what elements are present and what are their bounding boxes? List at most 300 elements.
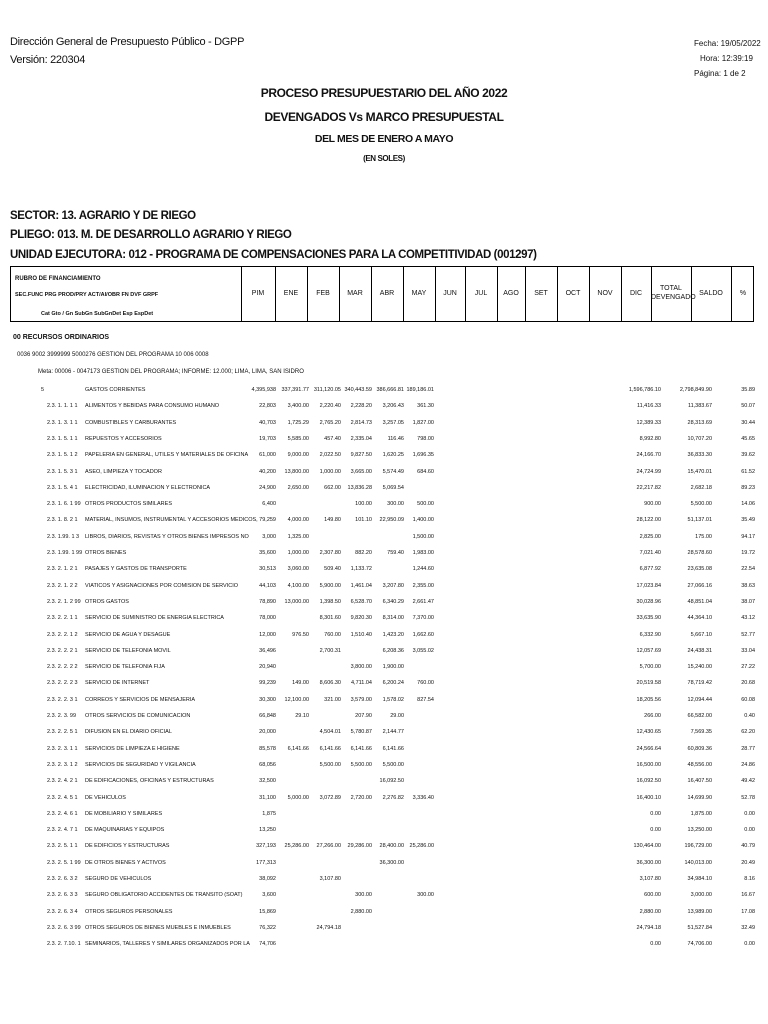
row-pim: 12,000 <box>259 631 276 638</box>
row-description: SERVICIO DE TELEFONIA MOVIL <box>85 647 171 654</box>
row-code: 2.3. 2. 6. 3 2 <box>47 876 78 882</box>
secfunc-label: SEC.FUNC PRG PROD/PRY ACT/AI/OBR FN DVF GRPF <box>15 292 159 298</box>
pliego-label: PLIEGO: 013. M. DE DESARROLLO AGRARIO Y RIEGO <box>10 229 292 241</box>
row-description: COMBUSTIBLES Y CARBURANTES <box>85 419 177 426</box>
column-header-jun: JUN <box>443 290 457 297</box>
row-mar: 3,579.00 <box>350 696 372 703</box>
version-label: Versión: 220304 <box>10 54 86 66</box>
row-pim: 79,259 <box>259 517 276 524</box>
row-total: 16,092.50 <box>636 778 661 785</box>
row-pct: 39.62 <box>741 452 755 459</box>
row-pct: 8.16 <box>744 876 755 882</box>
row-abr: 6,340.29 <box>382 598 404 605</box>
row-saldo: 2,798,849.90 <box>679 387 712 393</box>
report-currency: (EN SOLES) <box>363 154 405 163</box>
row-description: SERVICIO DE INTERNET <box>85 680 150 687</box>
row-saldo: 3,000.00 <box>690 892 712 899</box>
row-may: 1,244.60 <box>412 566 434 573</box>
row-abr: 3,207.80 <box>382 582 404 589</box>
column-header-mar: MAR <box>347 290 363 297</box>
table-header <box>10 266 754 322</box>
row-saldo: 13,989.00 <box>687 908 712 915</box>
row-pct: 45.65 <box>741 435 755 442</box>
row-pim: 76,322 <box>259 924 276 931</box>
row-total: 8,992.80 <box>639 435 661 442</box>
row-pct: 40.79 <box>741 843 755 850</box>
row-mar: 2,228.20 <box>350 403 372 410</box>
row-may: 2,355.00 <box>412 582 434 589</box>
row-saldo: 66,582.00 <box>687 713 712 719</box>
row-total: 24,566.64 <box>636 745 661 752</box>
row-ene: 6,141.66 <box>287 745 309 752</box>
report-subtitle: DEVENGADOS Vs MARCO PRESUPUESTAL <box>264 110 504 124</box>
row-pim: 40,200 <box>259 468 276 475</box>
row-ene: 5,585.00 <box>287 435 309 442</box>
rubro-label: RUBRO DE FINANCIAMIENTO <box>15 276 101 282</box>
row-total: 7,021.40 <box>639 550 661 556</box>
meta-label: Meta: 00006 - 0047173 GESTION DEL PROGRAMA; INFORME: 12.000; LIMA, LIMA, SAN ISIDRO <box>38 369 304 375</box>
row-total: 3,107.80 <box>639 876 661 882</box>
row-total: 24,794.18 <box>636 924 661 931</box>
row-total: 2,880.00 <box>639 908 661 915</box>
row-mar: 6,141.66 <box>350 745 372 752</box>
row-pct: 38.07 <box>741 598 755 605</box>
column-header-may: MAY <box>411 290 427 297</box>
row-description: OTROS SEGUROS PERSONALES <box>85 908 173 915</box>
row-may: 1,827.00 <box>412 419 434 426</box>
row-description: SERVICIO DE TELEFONIA FIJA <box>85 664 165 671</box>
row-mar: 207.90 <box>355 713 372 719</box>
column-header-jul: JUL <box>474 290 488 297</box>
row-pct: 19.72 <box>741 550 755 556</box>
unidad-label: UNIDAD EJECUTORA: 012 - PROGRAMA DE COMPENSACIONES PARA LA COMPETITIVIDAD (001297) <box>10 249 537 261</box>
row-total: 11,416.33 <box>636 403 661 410</box>
row-saldo: 78,719.42 <box>687 680 712 687</box>
row-may: 300.00 <box>417 892 434 899</box>
org-name: Dirección General de Presupuesto Público - DGPP <box>10 36 245 48</box>
row-ene: 1,000.00 <box>287 550 309 556</box>
row-code: 2.3. 2. 2. 1 1 <box>47 615 78 622</box>
column-header-feb: FEB <box>316 290 330 297</box>
row-pim: 40,703 <box>259 419 276 426</box>
row-description: GASTOS CORRIENTES <box>85 387 146 393</box>
row-total: 600.00 <box>644 892 661 899</box>
row-mar: 6,528.70 <box>350 598 372 605</box>
row-saldo: 11,383.67 <box>687 403 712 410</box>
row-code: 2.3. 2. 7.10. 1 <box>47 941 81 948</box>
row-pct: 43.12 <box>741 615 755 622</box>
row-pim: 6,400 <box>262 501 276 508</box>
row-pct: 89.23 <box>741 484 755 491</box>
row-code: 2.3. 2. 2. 2 3 <box>47 680 78 687</box>
row-pct: 0.00 <box>744 827 755 834</box>
row-mar: 2,814.73 <box>350 419 372 426</box>
row-abr: 28,400.00 <box>379 843 404 850</box>
row-feb: 2,700.31 <box>319 647 341 654</box>
row-code: 2.3. 2. 4. 7 1 <box>47 827 78 834</box>
row-abr: 16,092.50 <box>379 778 404 785</box>
row-pim: 19,703 <box>259 435 276 442</box>
row-abr: 2,144.77 <box>382 729 404 736</box>
row-pct: 52.78 <box>741 794 755 801</box>
row-abr: 1,578.02 <box>382 696 404 703</box>
row-may: 3,336.40 <box>412 794 434 801</box>
row-may: 7,370.00 <box>412 615 434 622</box>
row-feb: 760.00 <box>324 631 341 638</box>
row-saldo: 7,569.35 <box>690 729 712 736</box>
row-pct: 52.77 <box>741 631 755 638</box>
row-description: SERVICIO DE SUMINISTRO DE ENERGIA ELECTRICA <box>85 615 224 622</box>
row-pim: 78,890 <box>259 598 276 605</box>
column-header-percent: % <box>739 290 747 297</box>
row-description: DIFUSION EN EL DIARIO OFICIAL <box>85 729 172 736</box>
time-label: Hora: 12:39:19 <box>700 54 753 63</box>
row-pct: 20.68 <box>741 680 755 687</box>
row-ene: 4,000.00 <box>287 517 309 524</box>
row-abr: 5,069.54 <box>382 484 404 491</box>
row-pim: 78,000 <box>259 615 276 622</box>
row-may: 1,500.00 <box>412 533 434 540</box>
row-description: SERVICIO DE AGUA Y DESAGUE <box>85 631 171 638</box>
row-pim: 3,600 <box>262 892 276 899</box>
row-description: OTROS BIENES <box>85 550 127 556</box>
row-pim: 30,300 <box>259 696 276 703</box>
row-description: DE MOBILIARIO Y SIMILARES <box>85 810 163 817</box>
row-code: 2.3. 2. 4. 6 1 <box>47 810 78 817</box>
sector-label: SECTOR: 13. AGRARIO Y DE RIEGO <box>10 210 196 222</box>
row-pim: 1,875 <box>262 810 276 817</box>
row-pct: 0.00 <box>744 810 755 817</box>
row-pim: 99,239 <box>259 680 276 687</box>
row-abr: 6,200.24 <box>382 680 404 687</box>
row-pim: 24,900 <box>259 484 276 491</box>
row-description: DE MAQUINARIAS Y EQUIPOS <box>85 827 165 834</box>
row-mar: 1,133.72 <box>350 566 372 573</box>
row-description: DE VEHICULOS <box>85 794 126 801</box>
row-abr: 3,257.05 <box>382 419 404 426</box>
row-pim: 3,000 <box>262 533 276 540</box>
column-header-dic: DIC <box>629 290 643 297</box>
row-feb: 3,107.80 <box>319 876 341 882</box>
row-mar: 29,286.00 <box>347 843 372 850</box>
row-feb: 662.00 <box>324 484 341 491</box>
column-header-saldo: SALDO <box>699 290 723 297</box>
row-description: MATERIAL, INSUMOS, INSTRUMENTAL Y ACCESORIOS MEDICOS, <box>85 517 258 524</box>
row-ene: 3,060.00 <box>287 566 309 573</box>
row-ene: 976.50 <box>292 631 309 638</box>
row-total: 266.00 <box>644 713 661 719</box>
row-feb: 321.00 <box>324 696 341 703</box>
row-code: 2.3. 2. 3. 1 1 <box>47 745 78 752</box>
row-feb: 24,794.18 <box>316 924 341 931</box>
row-mar: 2,720.00 <box>350 794 372 801</box>
row-total: 28,122.00 <box>636 517 661 524</box>
row-code: 2.3. 1. 5. 3 1 <box>47 468 78 475</box>
row-pct: 60.08 <box>741 696 755 703</box>
row-saldo: 16,407.50 <box>687 778 712 785</box>
row-total: 0.00 <box>650 810 661 817</box>
row-description: ASEO, LIMPIEZA Y TOCADOR <box>85 468 162 475</box>
row-pct: 27.22 <box>741 664 755 671</box>
row-ene: 149.00 <box>292 680 309 687</box>
row-abr: 1,423.20 <box>382 631 404 638</box>
column-header-abr: ABR <box>379 290 395 297</box>
row-description: OTROS PRODUCTOS SIMILARES <box>85 501 172 508</box>
row-pim: 74,706 <box>259 941 276 948</box>
row-total: 24,166.70 <box>636 452 661 459</box>
row-ene: 13,800.00 <box>284 468 309 475</box>
row-code: 2.3. 2. 3. 99 <box>47 713 77 719</box>
column-header-nov: NOV <box>597 290 613 297</box>
row-mar: 101.10 <box>355 517 372 524</box>
row-pim: 20,000 <box>259 729 276 736</box>
row-pct: 28.77 <box>741 745 755 752</box>
row-total: 16,400.10 <box>636 794 661 801</box>
row-saldo: 34,984.10 <box>687 876 712 882</box>
row-pct: 22.54 <box>741 566 755 573</box>
row-pim: 36,496 <box>259 647 276 654</box>
row-saldo: 28,578.60 <box>687 550 712 556</box>
row-abr: 6,141.66 <box>382 745 404 752</box>
row-pim: 20,940 <box>259 664 276 671</box>
row-total: 900.00 <box>644 501 661 508</box>
row-pct: 62.20 <box>741 729 755 736</box>
row-code: 2.3. 2. 5. 1 1 <box>47 843 78 850</box>
row-feb: 5,500.00 <box>319 761 341 768</box>
row-abr: 1,900.00 <box>382 664 404 671</box>
row-pct: 33.04 <box>741 647 755 654</box>
row-total: 18,205.56 <box>636 696 661 703</box>
row-code: 2.3. 2. 1. 2 1 <box>47 566 78 573</box>
row-ene: 13,000.00 <box>284 598 309 605</box>
row-description: DE EDIFICIOS Y ESTRUCTURAS <box>85 843 170 850</box>
row-feb: 149.80 <box>324 517 341 524</box>
row-description: DE OTROS BIENES Y ACTIVOS <box>85 859 166 866</box>
row-pct: 0.00 <box>744 941 755 948</box>
row-pim: 13,250 <box>259 827 276 834</box>
row-description: ALIMENTOS Y BEBIDAS PARA CONSUMO HUMANO <box>85 403 220 410</box>
row-code: 2.3. 1. 1. 1 1 <box>47 403 78 410</box>
row-description: ELECTRICIDAD, ILUMINACION Y ELECTRONICA <box>85 484 211 491</box>
page-label: Página: 1 de 2 <box>694 69 746 78</box>
row-total: 12,057.69 <box>636 647 661 654</box>
row-pct: 61.52 <box>741 468 755 475</box>
row-saldo: 15,240.00 <box>687 664 712 671</box>
row-code: 2.3. 1. 3. 1 1 <box>47 419 78 426</box>
row-pim: 38,092 <box>259 876 276 882</box>
row-pct: 50.07 <box>741 403 755 410</box>
row-ene: 25,286.00 <box>284 843 309 850</box>
row-saldo: 1,875.00 <box>690 810 712 817</box>
row-abr: 36,300.00 <box>379 859 404 866</box>
row-pct: 17.08 <box>741 908 755 915</box>
row-total: 2,825.00 <box>639 533 661 540</box>
row-total: 16,500.00 <box>636 761 661 768</box>
row-saldo: 51,137.01 <box>687 517 712 524</box>
row-description: SEMINARIOS, TALLERES Y SIMILARES ORGANIZADOS POR LA <box>85 941 250 948</box>
row-abr: 3,206.43 <box>382 403 404 410</box>
row-feb: 2,765.20 <box>319 419 341 426</box>
row-code: 2.3. 2. 2. 2 1 <box>47 647 78 654</box>
row-may: 827.54 <box>417 696 434 703</box>
row-feb: 5,900.00 <box>319 582 341 589</box>
column-header-set: SET <box>534 290 548 297</box>
row-ene: 3,400.00 <box>287 403 309 410</box>
row-mar: 5,500.00 <box>350 761 372 768</box>
row-mar: 1,461.04 <box>350 582 372 589</box>
row-saldo: 12,094.44 <box>687 696 712 703</box>
row-abr: 6,208.36 <box>382 647 404 654</box>
row-may: 1,400.00 <box>412 517 434 524</box>
row-code: 2.3. 2. 4. 5 1 <box>47 794 78 801</box>
row-saldo: 2,682.18 <box>690 484 712 491</box>
row-abr: 116.46 <box>387 435 404 442</box>
row-saldo: 27,066.16 <box>687 582 712 589</box>
report-title: PROCESO PRESUPUESTARIO DEL AÑO 2022 <box>260 86 508 100</box>
row-total: 5,700.00 <box>639 664 661 671</box>
row-feb: 4,504.01 <box>319 729 341 736</box>
row-saldo: 140,013.00 <box>684 859 712 866</box>
row-feb: 3,072.89 <box>319 794 341 801</box>
row-abr: 1,620.25 <box>382 452 404 459</box>
row-pim: 22,803 <box>259 403 276 410</box>
row-mar: 9,820.30 <box>350 615 372 622</box>
row-total: 22,217.82 <box>636 484 661 491</box>
row-saldo: 10,707.20 <box>687 435 712 442</box>
column-header-pim: PIM <box>251 290 265 297</box>
row-total: 24,724.99 <box>636 468 661 475</box>
row-saldo: 60,809.36 <box>687 745 712 752</box>
row-feb: 27,266.00 <box>316 843 341 850</box>
report-period: DEL MES DE ENERO A MAYO <box>314 133 454 145</box>
row-saldo: 196,729.00 <box>684 843 712 850</box>
row-pct: 16.67 <box>741 892 755 899</box>
row-code: 2.3. 1. 6. 1 99 <box>47 501 81 508</box>
row-feb: 6,141.66 <box>319 745 341 752</box>
row-pim: 4,395,938 <box>251 387 276 393</box>
row-pim: 85,578 <box>259 745 276 752</box>
row-mar: 5,780.87 <box>350 729 372 736</box>
row-mar: 300.00 <box>355 892 372 899</box>
row-pct: 0.40 <box>744 713 755 719</box>
programa-label: 0036 9002 3999999 5000276 GESTION DEL PROGRAMA 10 006 0008 <box>17 352 209 358</box>
column-header-ago: AGO <box>503 290 519 297</box>
row-feb: 311,120.05 <box>313 387 341 393</box>
date-label: Fecha: 19/05/2022 <box>694 39 761 48</box>
row-ene: 12,100.00 <box>284 696 309 703</box>
row-pct: 24.86 <box>741 761 755 768</box>
column-header-ene: ENE <box>283 290 299 297</box>
row-description: DE EDIFICACIONES, OFICINAS Y ESTRUCTURAS <box>85 778 214 785</box>
row-saldo: 13,250.00 <box>687 827 712 834</box>
row-ene: 9,000.00 <box>287 452 309 459</box>
row-pct: 38.63 <box>741 582 755 589</box>
row-description: PASAJES Y GASTOS DE TRANSPORTE <box>85 566 187 573</box>
row-total: 0.00 <box>650 941 661 948</box>
column-header-oct: OCT <box>565 290 581 297</box>
row-code: 2.3. 2. 5. 1 99 <box>47 859 81 866</box>
recursos-label: 00 RECURSOS ORDINARIOS <box>13 334 110 341</box>
row-pct: 35.49 <box>741 517 755 524</box>
row-code: 2.3. 2. 4. 2 1 <box>47 778 78 785</box>
row-abr: 300.00 <box>387 501 404 508</box>
row-total: 12,389.33 <box>636 419 661 426</box>
row-pim: 68,056 <box>259 761 276 768</box>
row-total: 6,332.90 <box>639 631 661 638</box>
row-saldo: 36,833.30 <box>687 452 712 459</box>
row-saldo: 15,470.01 <box>687 468 712 475</box>
row-total: 17,023.84 <box>636 582 661 589</box>
row-abr: 759.40 <box>387 550 404 556</box>
row-may: 760.00 <box>417 680 434 687</box>
row-mar: 3,800.00 <box>350 664 372 671</box>
row-may: 1,983.00 <box>412 550 434 556</box>
row-description: OTROS SERVICIOS DE COMUNICACION <box>85 713 191 719</box>
row-mar: 13,836.28 <box>347 484 372 491</box>
row-feb: 1,398.50 <box>319 598 341 605</box>
row-pim: 61,000 <box>259 452 276 459</box>
row-pct: 35.89 <box>741 387 755 393</box>
row-description: PAPELERIA EN GENERAL, UTILES Y MATERIALES DE OFICINA <box>85 452 249 459</box>
row-code: 2.3. 1.99. 1 99 <box>47 550 83 556</box>
row-mar: 340,443.59 <box>344 387 372 393</box>
row-mar: 3,665.00 <box>350 468 372 475</box>
row-saldo: 24,438.31 <box>687 647 712 654</box>
row-saldo: 14,699.90 <box>687 794 712 801</box>
row-code: 2.3. 2. 2. 1 2 <box>47 631 78 638</box>
row-feb: 2,022.50 <box>319 452 341 459</box>
row-description: SEGURO DE VEHICULOS <box>85 876 152 882</box>
row-total: 30,028.96 <box>636 598 661 605</box>
row-feb: 509.40 <box>324 566 341 573</box>
row-description: SERVICIOS DE LIMPIEZA E HIGIENE <box>85 745 180 752</box>
row-may: 2,661.47 <box>412 598 434 605</box>
row-code: 2.3. 1. 5. 1 1 <box>47 435 78 442</box>
row-may: 1,662.60 <box>412 631 434 638</box>
row-description: REPUESTOS Y ACCESORIOS <box>85 435 162 442</box>
row-pim: 32,500 <box>259 778 276 785</box>
row-mar: 1,510.40 <box>350 631 372 638</box>
row-saldo: 5,500.00 <box>690 501 712 508</box>
row-total: 130,464.00 <box>633 843 661 850</box>
row-saldo: 44,364.10 <box>687 615 712 622</box>
row-mar: 2,880.00 <box>350 908 372 915</box>
row-may: 1,696.35 <box>412 452 434 459</box>
row-may: 25,286.00 <box>409 843 434 850</box>
row-abr: 386,666.81 <box>376 387 404 393</box>
row-code: 2.3. 2. 3. 1 2 <box>47 761 78 768</box>
row-mar: 4,711.04 <box>350 680 372 687</box>
row-pim: 66,848 <box>259 713 276 719</box>
row-ene: 1,325.00 <box>287 533 309 540</box>
row-pim: 327,193 <box>256 843 276 850</box>
row-ene: 1,725.29 <box>287 419 309 426</box>
row-abr: 22,950.09 <box>379 517 404 524</box>
row-description: LIBROS, DIARIOS, REVISTAS Y OTROS BIENES IMPRESOS NO <box>85 533 249 540</box>
row-code: 2.3. 2. 6. 3 3 <box>47 892 78 899</box>
row-mar: 9,827.50 <box>350 452 372 459</box>
categoria-label: Cat Gto / Gn SubGn SubGnDet Esp EspDet <box>41 311 154 317</box>
row-code: 2.3. 2. 1. 2 99 <box>47 598 81 605</box>
row-may: 684.60 <box>417 468 434 475</box>
row-pim: 44,103 <box>259 582 276 589</box>
row-ene: 5,000.00 <box>287 794 309 801</box>
row-saldo: 23,635.08 <box>687 566 712 573</box>
row-abr: 5,500.00 <box>382 761 404 768</box>
row-saldo: 48,556.00 <box>687 761 712 768</box>
row-description: VIATICOS Y ASIGNACIONES POR COMISION DE SERVICIO <box>85 582 239 589</box>
row-saldo: 5,667.10 <box>690 631 712 638</box>
